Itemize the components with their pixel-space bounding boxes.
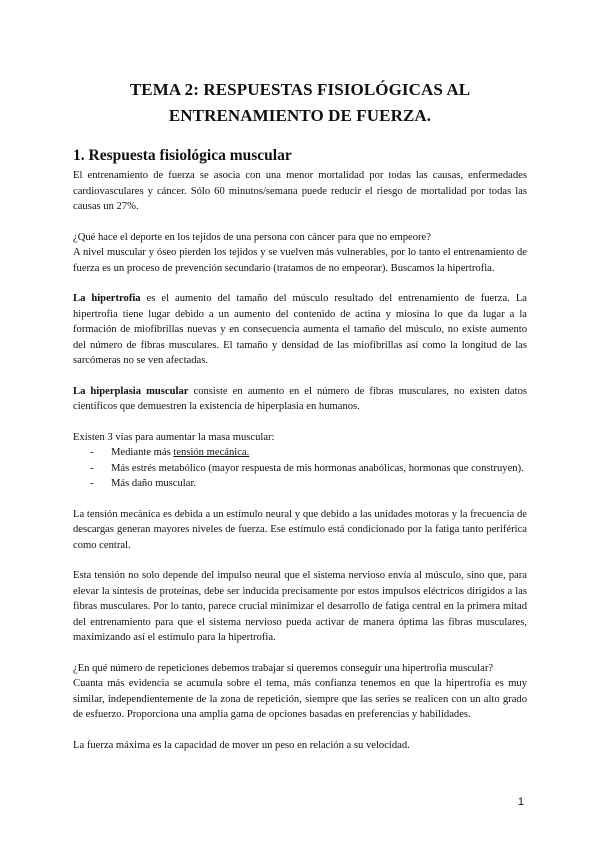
route-1-text: Mediante más: [111, 447, 174, 458]
page-number: 1: [517, 796, 524, 808]
list-item: [73, 461, 527, 477]
route-2-text: Más estrés metabólico (mayor respuesta de mis hormonas anabólicas, hormonas que construyen).: [111, 462, 524, 474]
route-3-text: Más daño muscular.: [111, 478, 197, 489]
hypertrophy-definition: es el aumento del tamaño del músculo resultado del entrenamiento de fuerza. La hipertrofia tiene lugar debido a un aumento del contenido de actina y miosina lo que da lugar a la formación de miofibrillas nuevas y en consecuencia aumenta el tamaño del músculo, no existe aumento del número de fibras musculares. El tamaño y densidad de las miofibrillas así como la longitud de las sarcómeras no se ven afectadas.: [73, 293, 527, 366]
list-dash: -: [90, 447, 94, 458]
term-hypertrophy: La hipertrofia: [73, 293, 141, 304]
title-line-2: ENTRENAMIENTO DE FUERZA.: [168, 106, 432, 125]
section-heading: 1. Respuesta fisiológica muscular: [73, 147, 292, 164]
paragraph-hypertrophy: [73, 291, 527, 369]
document-title: [73, 77, 527, 129]
document-page: [73, 0, 527, 753]
route-1-underlined: tensión mecánica.: [173, 447, 250, 458]
routes-intro: Existen 3 vías para aumentar la masa muscular:: [73, 431, 275, 443]
paragraph-max-force: La fuerza máxima es la capacidad de mover un peso en relación a su velocidad.: [73, 739, 410, 751]
question-cancer: ¿Qué hace el deporte en los tejidos de una persona con cáncer para que no empeore?: [73, 231, 431, 243]
paragraph-mechanical-tension: La tensión mecánica es debida a un estímulo neural y que debido a las unidades motoras y la frecuencia de descargas generan mayores niveles de fuerza. Ese estímulo está condicionado por la fatiga tanto periférica como central.: [73, 508, 527, 551]
term-hyperplasia: La hiperplasia muscular: [73, 385, 189, 397]
hyperplasia-definition: consiste en aumento en el número de fibras musculares, no existen datos científicos que demuestren la existencia de hiperplasia en humanos.: [73, 385, 527, 412]
title-line-1: TEMA 2: RESPUESTAS FISIOLÓGICAS AL: [129, 80, 471, 99]
list-dash: -: [90, 462, 94, 474]
paragraph-mortality: El entrenamiento de fuerza se asocia con una menor mortalidad por todas las causas, enfermedades cardiovasculares y cáncer. Sólo 60 minutos/semana puede reducir el riesgo de mortalidad por todas las causas un 27%.: [73, 170, 527, 212]
list-item: [73, 445, 527, 461]
list-item: [73, 476, 527, 492]
question-repetitions: ¿En qué número de repeticiones debemos trabajar si queremos conseguir una hipertrofia muscular?: [73, 662, 494, 674]
list-dash: -: [90, 478, 94, 489]
paragraph-prevention: A nivel muscular y óseo pierden los tejidos y se vuelven más vulnerables, por lo tanto el entrenamiento de fuerza es un proceso de prevención secundario (tratamos de no empeorar). Buscamos la hipertrofia.: [73, 247, 527, 274]
paragraph-hyperplasia: [73, 384, 527, 415]
paragraph-neural-impulse: Esta tensión no solo depende del impulso neural que el sistema nervioso envía al músculo, sino que, para elevar la síntesis de proteínas, debe ser inducida precisamente por estos impulsos eléctricos dirigidos a las fibras musculares. Por lo tanto, parece crucial minimizar el desarrollo de fatiga central en la primera mitad del entrenamiento para que el sistema nervioso pueda activar de manera óptima las fibras musculares, maximizando así el estímulo para la hipertrofia.: [73, 570, 527, 643]
routes-list: [73, 445, 527, 492]
paragraph-repetitions: Cuanta más evidencia se acumula sobre el tema, más confianza tenemos en que la hipertrofia es muy similar, independientemente de la zona de repetición, siempre que las series se realicen con un alto grado de esfuerzo. Proporciona una amplia gama de opciones basadas en preferencias y habilidades.: [73, 678, 527, 720]
